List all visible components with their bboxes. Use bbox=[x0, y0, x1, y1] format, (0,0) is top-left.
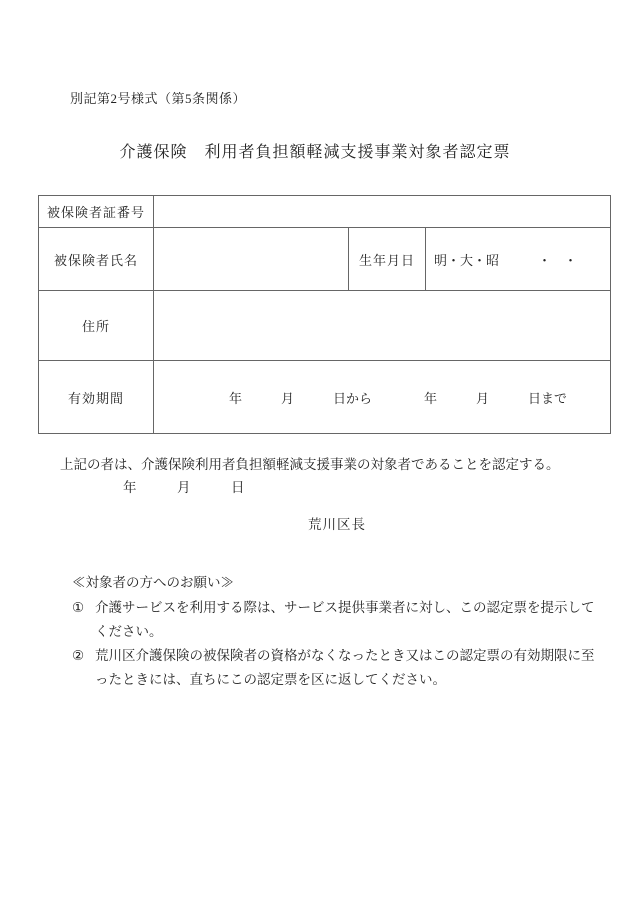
birthdate-label: 生年月日 bbox=[349, 228, 426, 291]
issuer-name: 荒川区長 bbox=[308, 517, 366, 532]
validity-field: 年 月 日から 年 月 日まで bbox=[154, 361, 611, 434]
insured-name-field bbox=[154, 228, 349, 291]
note-item-2 bbox=[72, 644, 595, 692]
note-2-text: 荒川区介護保険の被保険者の資格がなくなったとき又はこの認定票の有効期限に至 ったときには、直ちにこの認定票を区に返してください。 bbox=[95, 648, 595, 687]
birthdate-field: 明・大・昭 ・ ・ bbox=[426, 228, 611, 291]
insured-person-table bbox=[38, 195, 611, 434]
insured-number-label: 被保険者証番号 bbox=[39, 196, 154, 228]
page-title: 介護保険 利用者負担額軽減支援事業対象者認定票 bbox=[119, 144, 511, 161]
insured-name-label: 被保険者氏名 bbox=[39, 228, 154, 291]
table-row-address bbox=[39, 291, 611, 361]
certification-date-line: 年 月 日 bbox=[123, 480, 245, 495]
insured-number-field bbox=[154, 196, 611, 228]
validity-label: 有効期間 bbox=[39, 361, 154, 434]
notes-heading: ≪対象者の方へのお願い≫ bbox=[72, 575, 234, 590]
table-row-insured-number bbox=[39, 196, 611, 228]
address-field bbox=[154, 291, 611, 361]
note-1-text: 介護サービスを利用する際は、サービス提供事業者に対し、この認定票を提示して ください。 bbox=[95, 600, 595, 639]
form-number: 別記第2号様式（第5条関係） bbox=[70, 91, 247, 106]
note-1-marker: ① bbox=[72, 600, 85, 615]
address-label: 住所 bbox=[39, 291, 154, 361]
table-row-validity bbox=[39, 361, 611, 434]
table-row-insured-name bbox=[39, 228, 611, 291]
note-item-1 bbox=[72, 596, 595, 644]
note-2-marker: ② bbox=[72, 648, 85, 663]
certification-sentence: 上記の者は、介護保険利用者負担額軽減支援事業の対象者であることを認定する。 bbox=[60, 457, 560, 472]
notes-list bbox=[72, 596, 595, 692]
